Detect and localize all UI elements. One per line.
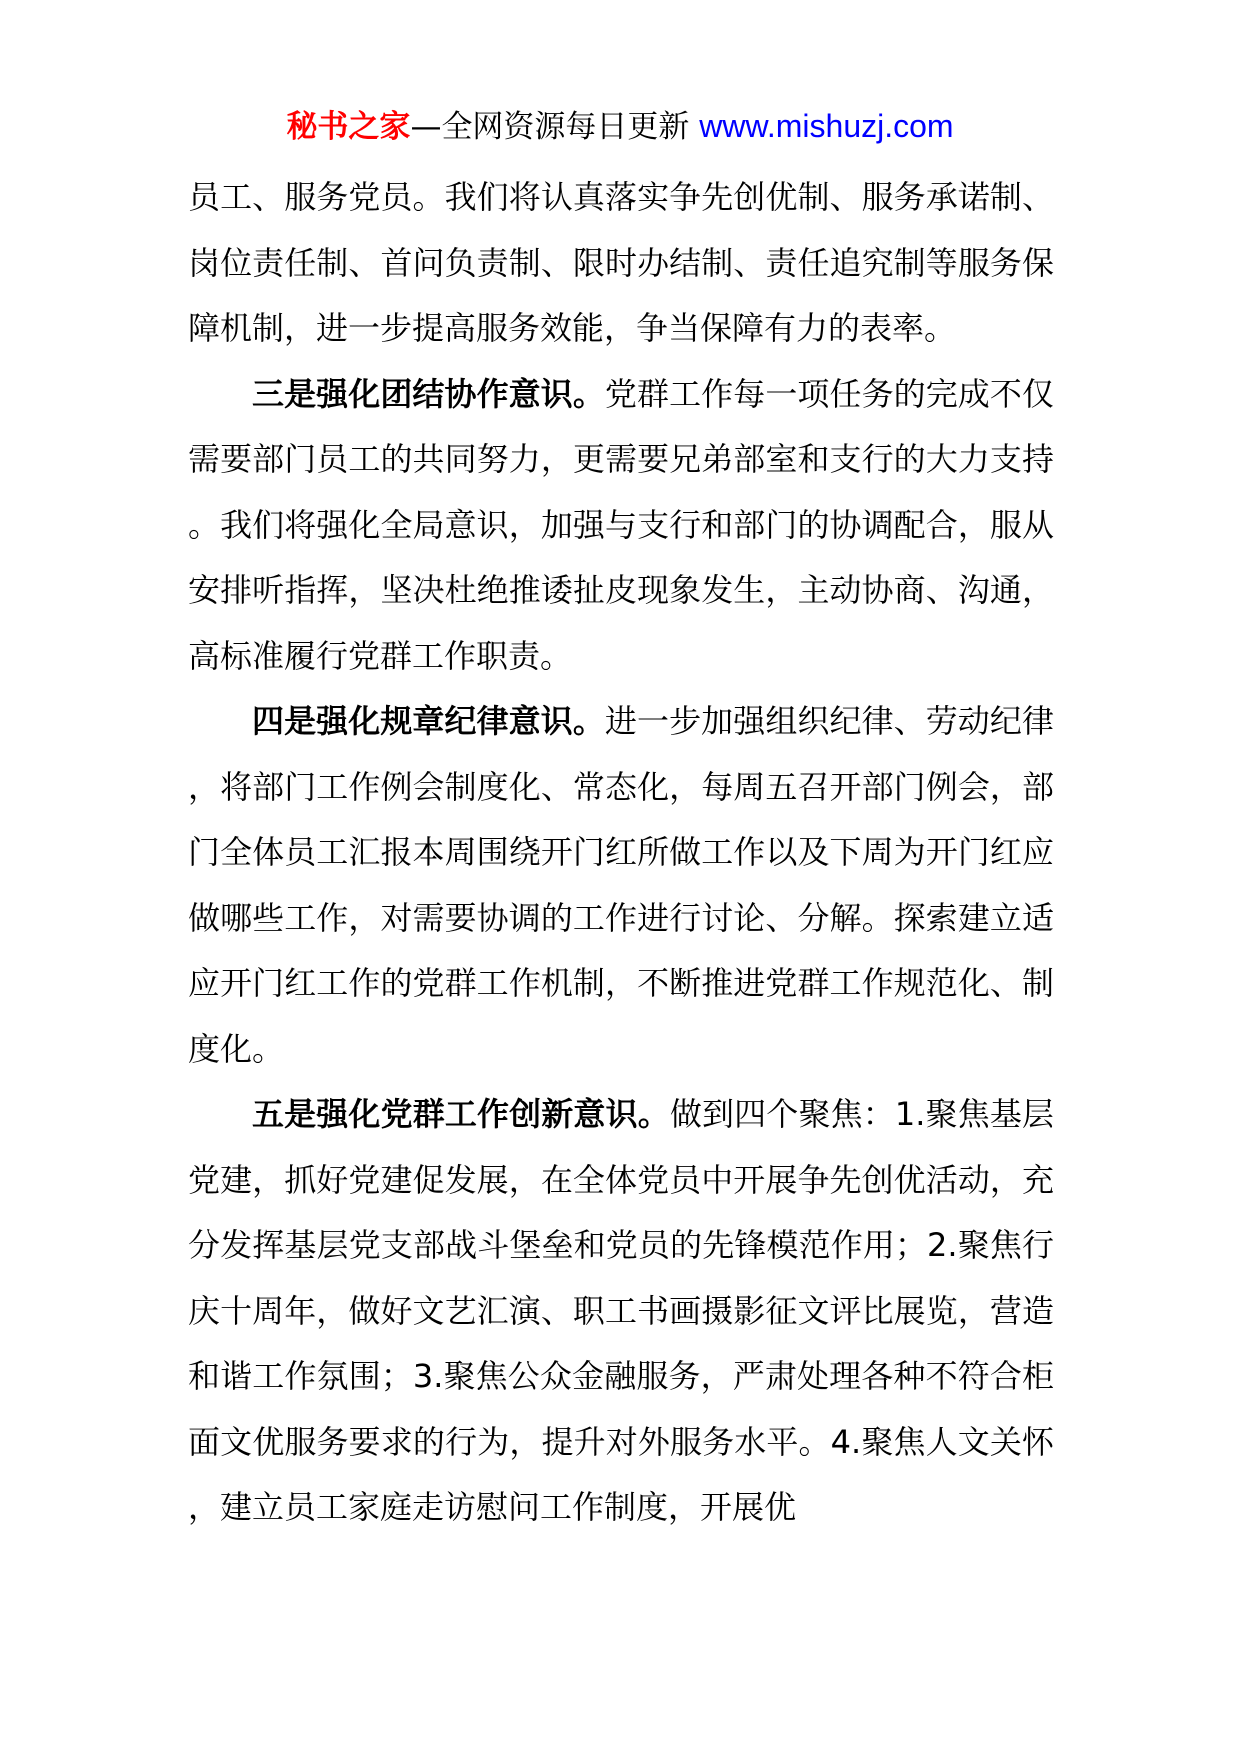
header-brand: 秘书之家 <box>286 109 411 145</box>
paragraph-continuation <box>188 165 1054 362</box>
paragraph-discipline <box>188 689 1054 1082</box>
document-body <box>188 165 1054 1541</box>
header-url-link[interactable]: www.mishuzj.com <box>699 108 954 144</box>
header-slogan: —全网资源每日更新 <box>410 109 690 145</box>
paragraph-innovation <box>188 1082 1054 1541</box>
paragraph-text: 党群工作每一项任务的完成不仅需要部门员工的共同努力，更需要兄弟部室和支行的大力支持。我们将强化全局意识，加强与支行和部门的协调配合，服从安排听指挥，坚决杜绝推诿扯皮现象发生，主动协商、沟通，高标准履行党群工作职责。 <box>188 374 1054 675</box>
paragraph-lead: 四是强化规章纪律意识。 <box>252 702 605 740</box>
paragraph-text: 做到四个聚焦：1.聚焦基层党建，抓好党建促发展，在全体党员中开展争先创优活动，充分发挥基层党支部战斗堡垒和党员的先锋模范作用；2.聚焦行庆十周年，做好文艺汇演、职工书画摄影征文评比展览，营造和谐工作氛围；3.聚焦公众金融服务，严肃处理各种不符合柜面文优服务要求的行为，提升对外服务水平。4.聚焦人文关怀，建立员工家庭走访慰问工作制度，开展优 <box>188 1095 1054 1526</box>
page-header <box>0 104 1240 149</box>
paragraph-text: 员工、服务党员。我们将认真落实争先创优制、服务承诺制、岗位责任制、首问负责制、限时办结制、责任追究制等服务保障机制，进一步提高服务效能，争当保障有力的表率。 <box>188 178 1054 347</box>
paragraph-text: 进一步加强组织纪律、劳动纪律，将部门工作例会制度化、常态化，每周五召开部门例会，部门全体员工汇报本周围绕开门红所做工作以及下周为开门红应做哪些工作，对需要协调的工作进行讨论、分解。探索建立适应开门红工作的党群工作机制，不断推进党群工作规范化、制度化。 <box>188 702 1054 1068</box>
paragraph-lead: 五是强化党群工作创新意识。 <box>252 1095 670 1133</box>
paragraph-unity <box>188 362 1054 690</box>
paragraph-lead: 三是强化团结协作意识。 <box>252 374 605 413</box>
